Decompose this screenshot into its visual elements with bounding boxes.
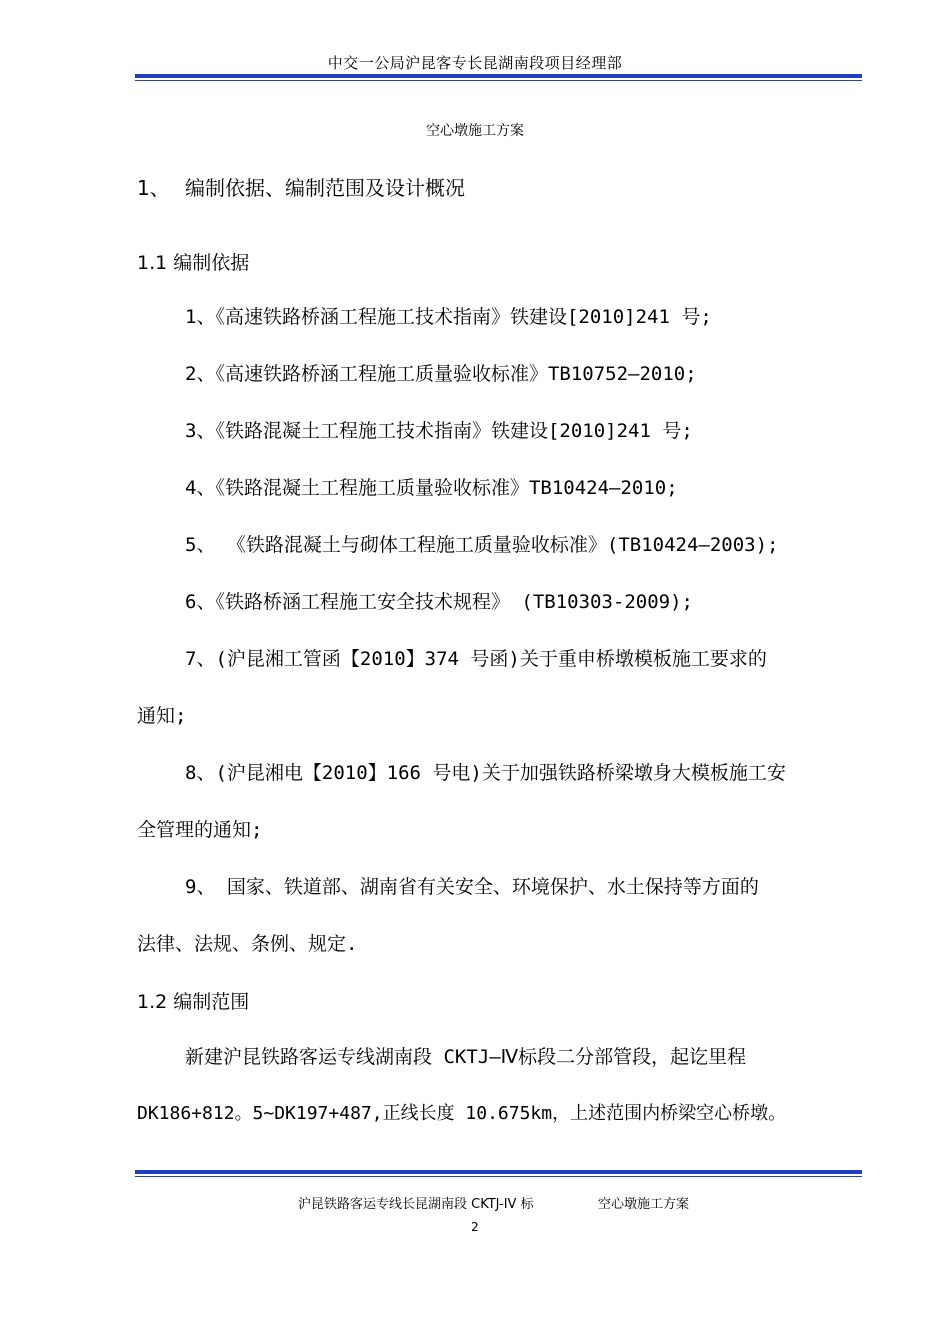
footer-rule: [135, 1170, 862, 1177]
section-1-number: 1、: [137, 176, 170, 200]
reference-item-4: 4、《铁路混凝土工程施工质量验收标准》TB10424—2010;: [185, 477, 678, 499]
footer-project-name: 沪昆铁路客运专线长昆湖南段 CKTJ-IV 标: [298, 1197, 534, 1212]
reference-item-9-line-1: 9、 国家、铁道部、湖南省有关安全、环境保护、水土保持等方面的: [185, 876, 759, 898]
section-1-heading: [137, 172, 465, 201]
header-rule: [135, 74, 862, 81]
footer-document-name: 空心墩施工方案: [598, 1197, 690, 1212]
reference-item-7-line-2: 通知;: [137, 705, 187, 727]
section-1-title: 编制依据、编制范围及设计概况: [185, 176, 465, 200]
reference-item-8-line-1: 8、(沪昆湘电【2010】166 号电)关于加强铁路桥梁墩身大模板施工安: [185, 762, 786, 784]
section-1-2-heading: 1.2 编制范围: [137, 991, 250, 1013]
page-number: 2: [471, 1220, 479, 1234]
reference-item-1: 1、《高速铁路桥涵工程施工技术指南》铁建设[2010]241 号;: [185, 306, 712, 328]
reference-item-9-line-2: 法律、法规、条例、规定.: [137, 933, 358, 955]
scope-paragraph-line-1: 新建沪昆铁路客运专线湖南段 CKTJ—Ⅳ标段二分部管段，起讫里程: [185, 1046, 747, 1068]
reference-item-5: 5、 《铁路混凝土与砌体工程施工质量验收标准》(TB10424—2003);: [185, 534, 779, 556]
section-1-1-heading: 1.1 编制依据: [137, 252, 250, 274]
reference-item-6: 6、《铁路桥涵工程施工安全技术规程》 (TB10303-2009);: [185, 591, 693, 613]
reference-item-2: 2、《高速铁路桥涵工程施工质量验收标准》TB10752—2010;: [185, 363, 697, 385]
scope-paragraph-line-2: DK186+812。5~DK197+487,正线长度 10.675km，上述范围内桥梁空心桥墩。: [137, 1103, 787, 1124]
reference-item-3: 3、《铁路混凝土工程施工技术指南》铁建设[2010]241 号;: [185, 420, 693, 442]
page-header-title: 中交一公局沪昆客专长昆湖南段项目经理部: [327, 54, 623, 72]
document-title: 空心墩施工方案: [426, 123, 524, 139]
reference-item-8-line-2: 全管理的通知;: [137, 819, 263, 841]
reference-item-7-line-1: 7、(沪昆湘工管函【2010】374 号函)关于重申桥墩模板施工要求的: [185, 648, 767, 670]
